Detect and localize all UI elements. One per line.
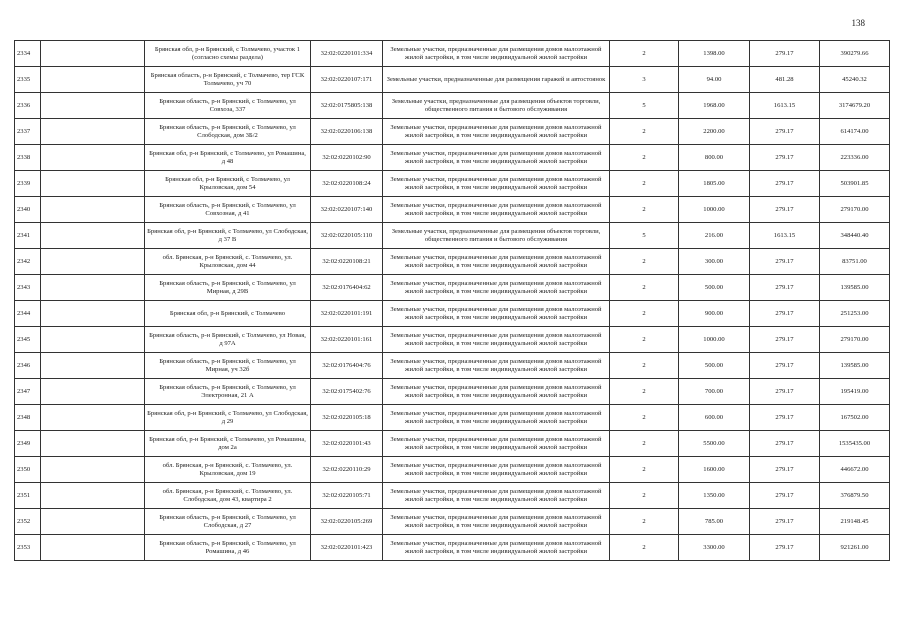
cadastral-value-cell: 614174.00	[820, 119, 890, 145]
address-cell: Брянская обл, р-н Брянский, с Толмачево, ул Слободская, д 37 В	[145, 223, 311, 249]
empty-cell	[41, 301, 145, 327]
table-row	[15, 93, 890, 119]
specific-value-cell: 481.28	[750, 67, 820, 93]
row-number: 2334	[15, 41, 41, 67]
cadastral-value-cell: 1535435.00	[820, 431, 890, 457]
specific-value-cell: 279.17	[750, 379, 820, 405]
table-row	[15, 379, 890, 405]
area-cell: 1000.00	[679, 327, 750, 353]
row-number: 2335	[15, 67, 41, 93]
row-number: 2336	[15, 93, 41, 119]
address-cell: Брянская область, р-н Брянский, с Толмачево, ул Слободская, дом 3Б/2	[145, 119, 311, 145]
empty-cell	[41, 483, 145, 509]
group-cell: 2	[610, 171, 679, 197]
specific-value-cell: 279.17	[750, 353, 820, 379]
cadastral-number-cell: 32:02:0176404:62	[311, 275, 383, 301]
empty-cell	[41, 145, 145, 171]
area-cell: 2200.00	[679, 119, 750, 145]
cadastral-number-cell: 32:02:0176404:76	[311, 353, 383, 379]
table-row	[15, 405, 890, 431]
land-use-cell: Земельные участки, предназначенные для размещения гаражей и автостоянок	[383, 67, 610, 93]
land-use-cell: Земельные участки, предназначенные для размещения домов малоэтажной жилой застройки, в том числе индивидуальной жилой застройки	[383, 119, 610, 145]
cadastral-value-cell: 446672.00	[820, 457, 890, 483]
cadastral-number-cell: 32:02:0220105:18	[311, 405, 383, 431]
group-cell: 2	[610, 301, 679, 327]
address-cell: Брянская область, р-н Брянский, с Толмачево, ул Совхоза, 337	[145, 93, 311, 119]
table-row	[15, 197, 890, 223]
empty-cell	[41, 509, 145, 535]
row-number: 2344	[15, 301, 41, 327]
cadastral-value-cell: 348440.40	[820, 223, 890, 249]
row-number: 2346	[15, 353, 41, 379]
table-row	[15, 457, 890, 483]
specific-value-cell: 279.17	[750, 249, 820, 275]
table-row	[15, 249, 890, 275]
group-cell: 2	[610, 431, 679, 457]
table-row	[15, 67, 890, 93]
land-use-cell: Земельные участки, предназначенные для размещения домов малоэтажной жилой застройки, в том числе индивидуальной жилой застройки	[383, 301, 610, 327]
address-cell: Брянская область, р-н Брянский, с Толмачево, ул Мирная, уч 32б	[145, 353, 311, 379]
area-cell: 3300.00	[679, 535, 750, 561]
empty-cell	[41, 457, 145, 483]
empty-cell	[41, 197, 145, 223]
specific-value-cell: 279.17	[750, 327, 820, 353]
area-cell: 5500.00	[679, 431, 750, 457]
area-cell: 900.00	[679, 301, 750, 327]
address-cell: Брянская обл, р-н Брянский, с Толмачево, ул Ромашина, д 48	[145, 145, 311, 171]
cadastral-number-cell: 32:02:0220108:21	[311, 249, 383, 275]
cadastral-value-cell: 83751.00	[820, 249, 890, 275]
land-use-cell: Земельные участки, предназначенные для размещения домов малоэтажной жилой застройки, в том числе индивидуальной жилой застройки	[383, 249, 610, 275]
row-number: 2338	[15, 145, 41, 171]
cadastral-number-cell: 32:02:0220108:24	[311, 171, 383, 197]
cadastral-value-cell: 279170.00	[820, 197, 890, 223]
group-cell: 2	[610, 249, 679, 275]
group-cell: 2	[610, 535, 679, 561]
specific-value-cell: 1613.15	[750, 223, 820, 249]
specific-value-cell: 279.17	[750, 431, 820, 457]
row-number: 2348	[15, 405, 41, 431]
empty-cell	[41, 171, 145, 197]
specific-value-cell: 279.17	[750, 197, 820, 223]
row-number: 2350	[15, 457, 41, 483]
group-cell: 2	[610, 509, 679, 535]
empty-cell	[41, 93, 145, 119]
specific-value-cell: 279.17	[750, 145, 820, 171]
cadastral-number-cell: 32:02:0220105:110	[311, 223, 383, 249]
table-row	[15, 119, 890, 145]
cadastral-value-cell: 376879.50	[820, 483, 890, 509]
cadastral-value-cell: 45240.32	[820, 67, 890, 93]
address-cell: обл. Брянская, р-н Брянский, с. Толмачево, ул. Крыловская, дом 19	[145, 457, 311, 483]
empty-cell	[41, 119, 145, 145]
cadastral-number-cell: 32:02:0220107:140	[311, 197, 383, 223]
cadastral-value-table	[14, 40, 890, 561]
cadastral-number-cell: 32:02:0220106:138	[311, 119, 383, 145]
cadastral-value-cell: 139585.00	[820, 275, 890, 301]
specific-value-cell: 279.17	[750, 41, 820, 67]
land-use-cell: Земельные участки, предназначенные для размещения домов малоэтажной жилой застройки, в том числе индивидуальной жилой застройки	[383, 483, 610, 509]
empty-cell	[41, 379, 145, 405]
area-cell: 94.00	[679, 67, 750, 93]
cadastral-number-cell: 32:02:0220101:161	[311, 327, 383, 353]
group-cell: 2	[610, 119, 679, 145]
address-cell: Брянская область, р-н Брянский, с Толмачево, ул Электронная, 21 А	[145, 379, 311, 405]
area-cell: 1600.00	[679, 457, 750, 483]
area-cell: 500.00	[679, 353, 750, 379]
group-cell: 2	[610, 145, 679, 171]
cadastral-value-cell: 167502.00	[820, 405, 890, 431]
row-number: 2352	[15, 509, 41, 535]
land-use-cell: Земельные участки, предназначенные для размещения домов малоэтажной жилой застройки, в том числе индивидуальной жилой застройки	[383, 197, 610, 223]
table-row	[15, 275, 890, 301]
area-cell: 216.00	[679, 223, 750, 249]
group-cell: 2	[610, 483, 679, 509]
land-use-cell: Земельные участки, предназначенные для размещения домов малоэтажной жилой застройки, в том числе индивидуальной жилой застройки	[383, 379, 610, 405]
table-row	[15, 535, 890, 561]
land-use-cell: Земельные участки, предназначенные для размещения объектов торговли, общественного питания и бытового обслуживания	[383, 223, 610, 249]
land-use-cell: Земельные участки, предназначенные для размещения домов малоэтажной жилой застройки, в том числе индивидуальной жилой застройки	[383, 171, 610, 197]
cadastral-number-cell: 32:02:0220110:29	[311, 457, 383, 483]
cadastral-value-cell: 223336.00	[820, 145, 890, 171]
row-number: 2341	[15, 223, 41, 249]
land-use-cell: Земельные участки, предназначенные для размещения домов малоэтажной жилой застройки, в том числе индивидуальной жилой застройки	[383, 535, 610, 561]
row-number: 2353	[15, 535, 41, 561]
specific-value-cell: 1613.15	[750, 93, 820, 119]
cadastral-number-cell: 32:02:0175805:138	[311, 93, 383, 119]
land-use-cell: Земельные участки, предназначенные для размещения домов малоэтажной жилой застройки, в том числе индивидуальной жилой застройки	[383, 353, 610, 379]
row-number: 2349	[15, 431, 41, 457]
empty-cell	[41, 535, 145, 561]
specific-value-cell: 279.17	[750, 457, 820, 483]
table-row	[15, 171, 890, 197]
cadastral-value-cell: 139585.00	[820, 353, 890, 379]
specific-value-cell: 279.17	[750, 301, 820, 327]
area-cell: 1350.00	[679, 483, 750, 509]
land-use-cell: Земельные участки, предназначенные для размещения домов малоэтажной жилой застройки, в том числе индивидуальной жилой застройки	[383, 275, 610, 301]
land-use-cell: Земельные участки, предназначенные для размещения домов малоэтажной жилой застройки, в том числе индивидуальной жилой застройки	[383, 457, 610, 483]
group-cell: 2	[610, 41, 679, 67]
table-row	[15, 509, 890, 535]
table-row	[15, 223, 890, 249]
land-use-cell: Земельные участки, предназначенные для размещения домов малоэтажной жилой застройки, в том числе индивидуальной жилой застройки	[383, 145, 610, 171]
group-cell: 2	[610, 353, 679, 379]
group-cell: 2	[610, 197, 679, 223]
cadastral-number-cell: 32:02:0175402:76	[311, 379, 383, 405]
area-cell: 500.00	[679, 275, 750, 301]
empty-cell	[41, 67, 145, 93]
specific-value-cell: 279.17	[750, 405, 820, 431]
cadastral-number-cell: 32:02:0220101:334	[311, 41, 383, 67]
empty-cell	[41, 353, 145, 379]
specific-value-cell: 279.17	[750, 535, 820, 561]
group-cell: 5	[610, 93, 679, 119]
area-cell: 700.00	[679, 379, 750, 405]
table-row	[15, 301, 890, 327]
row-number: 2340	[15, 197, 41, 223]
address-cell: обл. Брянская, р-н Брянский, с. Толмачево, ул. Слободская, дом 43, квартира 2	[145, 483, 311, 509]
land-use-cell: Земельные участки, предназначенные для размещения домов малоэтажной жилой застройки, в том числе индивидуальной жилой застройки	[383, 509, 610, 535]
table-row	[15, 145, 890, 171]
table-body	[15, 41, 890, 561]
specific-value-cell: 279.17	[750, 171, 820, 197]
area-cell: 800.00	[679, 145, 750, 171]
cadastral-number-cell: 32:02:0220101:191	[311, 301, 383, 327]
empty-cell	[41, 275, 145, 301]
cadastral-number-cell: 32:02:0220107:171	[311, 67, 383, 93]
group-cell: 2	[610, 405, 679, 431]
address-cell: Брянская обл, р-н Брянский, с Толмачево, ул Слободская, д 29	[145, 405, 311, 431]
row-number: 2343	[15, 275, 41, 301]
group-cell: 2	[610, 379, 679, 405]
table-row	[15, 41, 890, 67]
cadastral-value-cell: 195419.00	[820, 379, 890, 405]
row-number: 2347	[15, 379, 41, 405]
empty-cell	[41, 431, 145, 457]
cadastral-value-cell: 921261.00	[820, 535, 890, 561]
area-cell: 1398.00	[679, 41, 750, 67]
cadastral-number-cell: 32:02:0220101:423	[311, 535, 383, 561]
table-row	[15, 431, 890, 457]
area-cell: 1000.00	[679, 197, 750, 223]
row-number: 2337	[15, 119, 41, 145]
cadastral-number-cell: 32:02:0220105:269	[311, 509, 383, 535]
address-cell: Брянская область, р-н Брянский, с Толмачево, ул Совхозная, д 41	[145, 197, 311, 223]
address-cell: Брянская обл, р-н Брянский, с Толмачево, участок 1 (согласно схемы раздела)	[145, 41, 311, 67]
address-cell: Брянская обл, р-н Брянский, с Толмачево, ул Ромашина, дом 2а	[145, 431, 311, 457]
group-cell: 2	[610, 457, 679, 483]
address-cell: Брянская область, р-н Брянский, с Толмачево, ул Слободская, д 27	[145, 509, 311, 535]
land-use-cell: Земельные участки, предназначенные для размещения домов малоэтажной жилой застройки, в том числе индивидуальной жилой застройки	[383, 41, 610, 67]
group-cell: 3	[610, 67, 679, 93]
cadastral-value-cell: 3174679.20	[820, 93, 890, 119]
address-cell: Брянская область, р-н Брянский, с Толмачево, ул Ромашина, д 46	[145, 535, 311, 561]
row-number: 2339	[15, 171, 41, 197]
cadastral-value-cell: 390279.66	[820, 41, 890, 67]
address-cell: Брянская обл, р-н Брянский, с Толмачево, ул Крыловская, дом 54	[145, 171, 311, 197]
area-cell: 300.00	[679, 249, 750, 275]
empty-cell	[41, 41, 145, 67]
area-cell: 1968.00	[679, 93, 750, 119]
table-row	[15, 483, 890, 509]
row-number: 2342	[15, 249, 41, 275]
empty-cell	[41, 223, 145, 249]
page-number: 138	[851, 18, 865, 28]
area-cell: 600.00	[679, 405, 750, 431]
address-cell: Брянская обл, р-н Брянский, с Толмачево	[145, 301, 311, 327]
empty-cell	[41, 327, 145, 353]
group-cell: 2	[610, 327, 679, 353]
cadastral-value-cell: 279170.00	[820, 327, 890, 353]
address-cell: Брянская область, р-н Брянский, с Толмачево, ул Новая, д 97А	[145, 327, 311, 353]
land-use-cell: Земельные участки, предназначенные для размещения домов малоэтажной жилой застройки, в том числе индивидуальной жилой застройки	[383, 431, 610, 457]
table-row	[15, 353, 890, 379]
land-use-cell: Земельные участки, предназначенные для размещения объектов торговли, общественного питания и бытового обслуживания	[383, 93, 610, 119]
address-cell: Брянская область, р-н Брянский, с Толмачево, ул Мирная, д 29В	[145, 275, 311, 301]
cadastral-value-cell: 251253.00	[820, 301, 890, 327]
cadastral-value-cell: 219148.45	[820, 509, 890, 535]
group-cell: 2	[610, 275, 679, 301]
empty-cell	[41, 249, 145, 275]
specific-value-cell: 279.17	[750, 275, 820, 301]
specific-value-cell: 279.17	[750, 509, 820, 535]
area-cell: 1805.00	[679, 171, 750, 197]
land-use-cell: Земельные участки, предназначенные для размещения домов малоэтажной жилой застройки, в том числе индивидуальной жилой застройки	[383, 327, 610, 353]
area-cell: 785.00	[679, 509, 750, 535]
land-use-cell: Земельные участки, предназначенные для размещения домов малоэтажной жилой застройки, в том числе индивидуальной жилой застройки	[383, 405, 610, 431]
row-number: 2351	[15, 483, 41, 509]
cadastral-number-cell: 32:02:0220101:43	[311, 431, 383, 457]
address-cell: Брянская область, р-н Брянский, с Толмачево, тер ГСК Толмачево, уч 70	[145, 67, 311, 93]
table-row	[15, 327, 890, 353]
cadastral-number-cell: 32:02:0220105:71	[311, 483, 383, 509]
specific-value-cell: 279.17	[750, 119, 820, 145]
empty-cell	[41, 405, 145, 431]
row-number: 2345	[15, 327, 41, 353]
specific-value-cell: 279.17	[750, 483, 820, 509]
cadastral-number-cell: 32:02:0220102:90	[311, 145, 383, 171]
group-cell: 5	[610, 223, 679, 249]
address-cell: обл. Брянская, р-н Брянский, с. Толмачево, ул. Крыловская, дом 44	[145, 249, 311, 275]
cadastral-value-cell: 503901.85	[820, 171, 890, 197]
